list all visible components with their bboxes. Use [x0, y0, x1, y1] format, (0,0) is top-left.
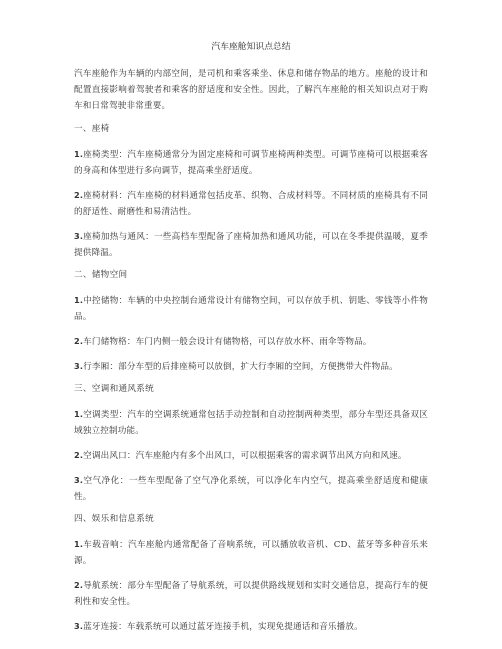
item-number: 3. — [74, 231, 84, 241]
item-text: 车门储物格：车门内侧一般会设计有储物格，可以存放水杯、雨伞等物品。 — [83, 337, 372, 347]
list-item — [74, 536, 428, 569]
item-number: 2. — [74, 190, 84, 200]
document-page — [74, 41, 428, 643]
item-text: 座椅加热与通风：一些高档车型配备了座椅加热和通风功能，可以在冬季提供温暖，夏季提供降温。 — [74, 232, 428, 258]
list-item — [74, 618, 428, 635]
item-text: 导航系统：部分车型配备了导航系统，可以提供路线规划和实时交通信息，提高行车的便利性和安全性。 — [74, 581, 428, 607]
document-title: 汽车座舱知识点总结 — [211, 42, 291, 52]
item-text: 空调出风口：汽车座舱内有多个出风口，可以根据乘客的需求调节出风方向和风速。 — [83, 451, 407, 461]
list-item — [74, 292, 428, 325]
section-heading-infotainment: 四、娱乐和信息系统 — [74, 514, 155, 524]
item-number: 1. — [74, 409, 84, 419]
list-item — [74, 228, 428, 261]
list-item — [74, 577, 428, 610]
item-number: 3. — [74, 621, 84, 631]
item-number: 3. — [74, 475, 84, 485]
intro-paragraph: 汽车座舱作为车辆的内部空间，是司机和乘客乘坐、休息和储存物品的地方。座舱的设计和配置直接影响着驾驶者和乘客的舒适度和安全性。因此，了解汽车座舱的相关知识点对于购车和日常驾驶非常重要。 — [74, 69, 428, 111]
item-text: 空气净化：一些车型配备了空气净化系统，可以净化车内空气，提高乘坐舒适度和健康性。 — [74, 476, 428, 502]
list-item — [74, 333, 428, 350]
item-number: 1. — [74, 295, 84, 305]
item-number: 1. — [74, 539, 84, 549]
item-text: 蓝牙连接：车载系统可以通过蓝牙连接手机，实现免提通话和音乐播放。 — [83, 622, 363, 632]
list-item — [74, 358, 428, 375]
item-number: 2. — [74, 580, 84, 590]
list-item — [74, 187, 428, 220]
item-text: 中控储物：车辆的中央控制台通常设计有储物空间，可以存放手机、钥匙、零钱等小件物品。 — [74, 296, 428, 322]
item-number: 3. — [74, 361, 84, 371]
item-text: 车载音响：汽车座舱内通常配备了音响系统，可以播放收音机、CD、蓝牙等多种音乐来源。 — [74, 540, 428, 566]
section-heading-air-conditioning: 三、空调和通风系统 — [74, 384, 155, 394]
item-number: 1. — [74, 149, 84, 159]
list-item — [74, 146, 428, 179]
item-text: 座椅类型：汽车座椅通常分为固定座椅和可调节座椅两种类型。可调节座椅可以根据乘客的身高和体型进行多向调节，提高乘坐舒适度。 — [74, 150, 428, 176]
list-item — [74, 406, 428, 439]
section-heading-seats: 一、座椅 — [74, 124, 110, 134]
item-text: 空调类型：汽车的空调系统通常包括手动控制和自动控制两种类型，部分车型还具备双区域独立控制功能。 — [74, 410, 428, 436]
item-text: 座椅材料：汽车座椅的材料通常包括皮革、织物、合成材料等。不同材质的座椅具有不同的舒适性、耐磨性和易清洁性。 — [74, 191, 428, 217]
item-number: 2. — [74, 336, 84, 346]
section-heading-storage: 二、储物空间 — [74, 270, 128, 280]
item-number: 2. — [74, 450, 84, 460]
list-item — [74, 447, 428, 464]
item-text: 行李厢：部分车型的后排座椅可以放倒，扩大行李厢的空间，方便携带大件物品。 — [83, 362, 398, 372]
list-item — [74, 472, 428, 505]
